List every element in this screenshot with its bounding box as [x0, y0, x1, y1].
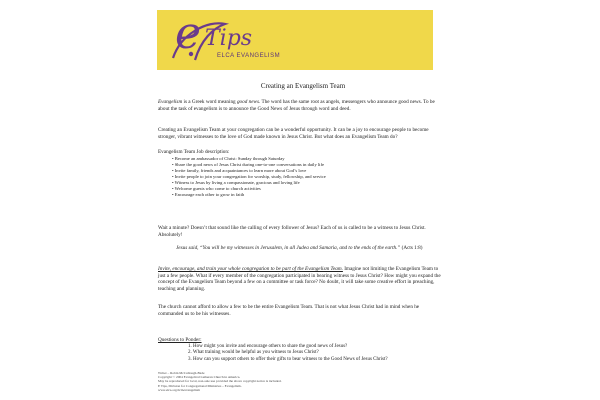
opportunity-paragraph: Creating an Evangelism Team at your congregation can be a wonderful opportunity. It can be a joy to encourage people to become stronger, vibrant witnesses to the love of God made known in Jesus Christ. But what does an Evangelism Team do? — [158, 127, 429, 140]
footer-credits — [158, 371, 281, 392]
intro-text-a: is a Greek word meaning — [182, 99, 237, 105]
invite-heading: Invite, encourage, and train your whole congregation to be part of the Evangelism Team. — [158, 266, 343, 272]
job-description-label: Evangelism Team Job description: — [158, 149, 230, 155]
calling-paragraph: Wait a minute? Doesn’t that sound like the calling of every follower of Jesus? Each of us is called to be a witness to Jesus Christ. Absolutely! — [158, 225, 426, 238]
list-item: • Invite people to join your congregation for worship, study, fellowship, and service — [172, 174, 326, 179]
list-item: • Witness to Jesus by living a compassionate, gracious and loving life — [172, 180, 300, 185]
quote-text: Jesus said, “You will be my witnesses in Jerusalem, in all Judea and Samaria, and to the ends of the earth.” — [176, 245, 401, 252]
invite-paragraph — [158, 266, 444, 292]
duties-list — [172, 156, 326, 198]
footer-line: E Tips, Division for Congregational Ministries – Evangelism. — [158, 383, 242, 388]
list-item: • Become an ambassador of Christ: Sunday through Saturday — [172, 156, 285, 161]
closing-paragraph: The church cannot afford to allow a few to be the entire Evangelism Team. That is not what Jesus Christ had in mind when he commanded us to be his witnesses. — [158, 304, 420, 317]
questions-heading: Questions to Ponder: — [158, 337, 202, 343]
quote-reference: (Acts 1:8) — [400, 245, 423, 252]
list-item: 3. How can you support others to offer their gifts to bear witness to the Good News of Jesus Christ? — [188, 356, 388, 362]
invite-text: Imagine not limiting the Evangelism Team to just a few people. What if every member of the congregation participated in bearing witness to Jesus Christ? How might you expand the concept of the Evangelism Team beyond a few on a committee or task force? No doubt, it will take some creative effort in preaching, teaching and planning. — [158, 266, 441, 292]
scripture-quote — [176, 245, 436, 252]
intro-text-b: . The word has the same root as angels, messengers who announce good news. To be about the task of evangelism is to announce the Good News of Jesus through word and deed. — [158, 99, 435, 112]
list-item: • Encourage each other to grow in faith — [172, 192, 245, 197]
list-item: • Welcome guests who come to church activities — [172, 186, 261, 191]
list-item: 1. How might you invite and encourage others to share the good news of Jesus? — [188, 344, 348, 349]
list-item: • Share the good news of Jesus Christ during one-to-one conversations in daily life — [172, 162, 325, 167]
footer-line: Writer – Robin McCullough-Bade — [158, 371, 205, 375]
list-item: 2. What training would be helpful as you witness to Jesus Christ? — [188, 350, 319, 356]
logo-initial: e — [175, 10, 202, 59]
good-news-term: good news — [236, 99, 259, 105]
intro-paragraph — [158, 99, 444, 112]
evangelism-term: Evangelism — [158, 99, 183, 105]
footer-line: Copyright © 2004 Evangelical Lutheran Church in America. — [158, 375, 241, 380]
etips-banner — [157, 10, 433, 70]
footer-line: www.elca.org/dcm/evangelism — [158, 387, 200, 392]
logo-text: Tips — [205, 26, 253, 51]
page-title: Creating an Evangelism Team — [260, 82, 346, 90]
questions-list — [188, 344, 428, 363]
list-item: • Invite family, friends and acquaintances to learn more about God’s love — [172, 168, 307, 173]
footer-line: May be reproduced for local, non-sale use provided the above copyright notice is included. — [158, 379, 282, 384]
banner-subtitle: ELCA EVANGELISM — [217, 53, 281, 59]
